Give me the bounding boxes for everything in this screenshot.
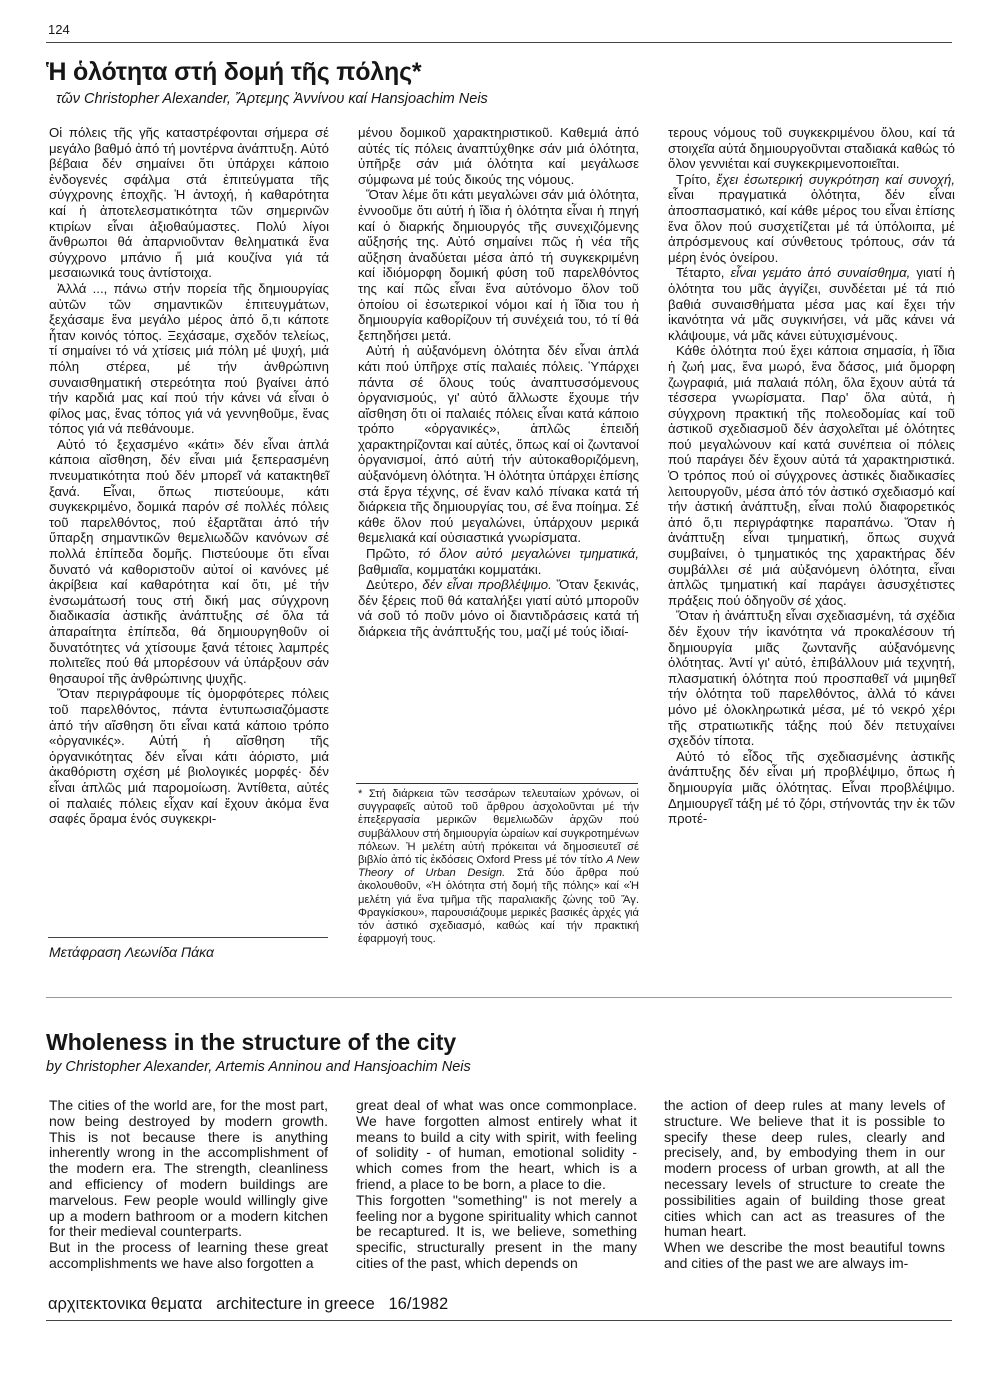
emphasis-text: τό ὅλον αὐτό μεγαλώνει τμηματικά, — [418, 546, 639, 562]
journal-footer: αρχιτεκτονικα θεματα architecture in greece 16/1982 — [48, 1295, 449, 1313]
greek-paragraph: Κάθε ὁλότητα πού ἔχει κάποια σημασία, ἡ ἴδια ἡ ζωή μας, ἕνα μωρό, ἕνα δάσος, μιά ὄμορφη ζωγραφιά, μιά παλαιά πόλη, ὅλα ἔχουν αὐτά τά τέσσερα γνωρίσματα. Παρ' ὅλα αὐτά, ἡ σύγχρονη πρακτική τῆς πολεοδομίας καί τοῦ ἀστικοῦ σχεδιασμοῦ δέν ἀσχολεῖται μέ ὁλότητες πού μεγαλώνουν καί κατά συνέπεια οἱ πόλεις πού παράγει δέν ἔχουν αὐτά τά χαρακτηριστικά. Ὁ τρόπος πού οἱ σύγχρονες ἀστικές διαδικασίες λειτουργοῦν, μέσα ἀπό τόν ἀστικό σχεδιασμό καί τήν ἀστική ἀνάπτυξη, εἶναι πολύ διαφορετικός ἀπό ὅ,τι περιγράφτηκε παραπάνω. Ὅταν ἡ ἀνάπτυξη εἶναι τμηματική, ὅπως συχνά συμβαίνει, ὁ τμηματικός της χαρακτήρας δέν συμβάλλει σέ μιά αὐξανόμενη ὁλότητα, εἶναι ἁπλῶς τμηματική καί παράγει ἀσυσχέτιστες πράξεις πού ὁδηγοῦν σέ χάος. — [668, 343, 955, 608]
greek-paragraph: μένου δομικοῦ χαρακτηριστικοῦ. Καθεμιά ἀπό αὐτές τίς πόλεις ἀναπτύχθηκε σάν μιά ὁλότητα, ὑπῆρξε σάν μιά ὁλότητα καί μεγάλωσε σύμφωνα μέ τούς δικούς της νόμους. — [358, 125, 639, 187]
footnote-rule — [356, 783, 638, 784]
greek-paragraph: Αὐτό τό ξεχασμένο «κάτι» δέν εἶναι ἁπλά κάποια αἴσθηση, δέν εἶναι μιά ξεπερασμένη πνευματικότητα πού δέν μπορεῖ νά κατακτηθεῖ ξανά. Εἶναι, ὅπως πιστεύουμε, κάτι συγκεκριμένο, δομικά παρόν σέ πολλές πόλεις τοῦ παρελθόντος, πού ἐξαρτᾶται ἀπό τήν ὕπαρξη σημαντικῶν θεμελιωδῶν κανόνων σέ πολλά ἐπίπεδα δομῆς. Πιστεύουμε ὅτι εἶναι δυνατό νά καθοριστοῦν αὐτοί οἱ κανόνες μέ ἀκρίβεια καί καθαρότητα καί ὅτι, μέ τήν ἐνσωμάτωσή τους στή δική μας σύγχρονη διαδικασία ἀστικῆς ἀνάπτυξης σέ ὅλα τά ἀπαραίτητα ἐπίπεδα, θά δημιουργηθοῦν οἱ δυνατότητες νά χτίσουμε ξανά τέτοιες λαμπρές πολιτεῖες πού θά μπορέσουν νά ὑπάρξουν σάν θησαυροί τῆς ἀνθρώπινης ψυχῆς. — [49, 436, 329, 686]
text-run: Τέταρτο, — [676, 265, 731, 281]
greek-paragraph: Ἀλλά ..., πάνω στήν πορεία τῆς δημιουργίας αὐτῶν τῶν σημαντικῶν ἐπιτευγμάτων, ξεχάσαμε ἕνα μεγάλο μέρος ἀπό ὅ,τι κάποτε ἦταν κοινός τόπος. Ξεχάσαμε, σχεδόν τελείως, τί σημαίνει τό νά χτίσεις μιά πόλη μέ ψυχή, μιά πόλη στέρεα, μέ τήν ἀνθρώπινη συναισθηματική στερεότητα πού βγαίνει ἀπό τήν καρδιά μας καί πού τήν κάνει νά εἶναι ὁ φίλος μας, ἕνας τόπος γιά νά γεννηθοῦμε, ἕνας τόπος γιά νά πεθάνουμε. — [49, 280, 329, 437]
greek-article-title: Ἡ ὁλότητα στή δομή τῆς πόλης* — [46, 58, 422, 86]
english-paragraph: The cities of the world are, for the most part, now being destroyed by modern growth. This is not because there is anything inherently wrong in the accomplishment of the modern era. The strength, cleanliness and efficiency of modern buildings are marvelous. Few people would willingly give up a modern bathroom or a modern kitchen for their medieval counterparts. — [49, 1097, 328, 1240]
emphasis-text: A New Theory of Urban Design. — [358, 854, 639, 880]
greek-paragraph — [668, 265, 955, 343]
english-paragraph: the action of deep rules at many levels of structure. We believe that it is possible to specify these deep rules, clearly and precisely, and, by embodying them in our modern process of urban growth, at all the necessary levels of structure to create the possibilities again of building those great cities which can act as treasures of the human heart. — [664, 1097, 945, 1240]
translator-credit: Μετάφραση Λεωνίδα Πάκα — [49, 944, 214, 960]
english-paragraph: When we describe the most beautiful towns and cities of the past we are always im- — [664, 1239, 945, 1271]
greek-paragraph: Ὅταν λέμε ὅτι κάτι μεγαλώνει σάν μιά ὁλότητα, ἐννοοῦμε ὅτι αὐτή ἡ ἴδια ἡ ὁλότητα εἶναι ἡ πηγή καί ὁ διαρκής δημιουργός τῆς συνεχιζόμενης αὔξησής της. Αὐτό σημαίνει πῶς ἡ νέα τῆς αὔξηση ἀναδύεται μέσα ἀπό τή συγκεκριμένη καί ἰδιόμορφη δομική φύση τοῦ παρελθόντος της καί πῶς εἶναι ἕνα αὐτόνομο ὅλον τοῦ ὁποίου οἱ ἐσωτερικοί νόμοι καί ἡ ἴδια του ἡ δημιουργία καθορίζουν τή συνέχειά του, τό τί θά ξεπηδήσει μετά. — [358, 187, 639, 343]
translator-rule — [48, 937, 328, 938]
text-run: Στά δύο ἄρθρα πού ἀκολουθοῦν, «Ἡ ὁλότητα στή δομή τῆς πόλης» καί «Ἡ μελέτη γιά ἕνα τμῆμα τῆς παραλιακῆς ζώνης τοῦ Ἅγ. Φραγκίσκου», παρουσιάζουμε μερικές βασικές ἀρχές γιά τόν ἀστικό σχεδιασμό, καθώς καί τήν πρακτική ἐφαρμογή τους. — [358, 867, 639, 946]
english-article-title: Wholeness in the structure of the city — [46, 1029, 457, 1055]
greek-paragraph: Αὐτό τό εἶδος τῆς σχεδιασμένης ἀστικῆς ἀνάπτυξης δέν εἶναι μή προβλέψιμο, ὅπως ἡ δημιουργία μιᾶς ὁλότητας. Εἶναι προβλέψιμο. Δημιουργεῖ τάξη μέ τό ζόρι, στήνοντάς την ἐκ τῶν προτέ- — [668, 748, 955, 827]
emphasis-text: εἶναι γεμάτο ἀπό συναίσθημα, — [730, 265, 911, 281]
english-column-2 — [356, 1098, 637, 1272]
greek-paragraph: τερους νόμους τοῦ συγκεκριμένου ὅλου, καί τά στοιχεῖα αὐτά δημιουργοῦνται σταδιακά καθώς τό ὅλον γεννιέται καί συγκεκριμενοποιεῖται. — [668, 125, 955, 172]
text-run: γιατί ἡ ὁλότητα του μᾶς ἀγγίζει, συνδέεται μέ τά πιό βαθιά συναισθήματα μέσα μας καί ἔχει τήν ἱκανότητα νά μᾶς συγκινήσει, νά μᾶς κάνει νά κλάψουμε, νά μᾶς κάνει εὐτυχισμένους. — [668, 265, 955, 343]
emphasis-text: δέν εἶναι προβλέψιμο. — [422, 577, 552, 593]
footnote — [358, 788, 639, 946]
greek-column-3 — [668, 125, 955, 827]
top-rule — [46, 42, 952, 43]
text-run: Πρῶτο, — [366, 546, 419, 562]
greek-byline: τῶν Christopher Alexander, Ἄρτεμης Ἀννίνου καί Hansjoachim Neis — [56, 91, 488, 107]
english-paragraph: But in the process of learning these great accomplishments we have also forgotten a — [49, 1239, 328, 1271]
greek-column-1 — [49, 125, 329, 827]
greek-paragraph — [358, 546, 639, 577]
text-run: βαθμιαῖα, κομματάκι κομματάκι. — [358, 561, 542, 577]
section-divider — [46, 997, 952, 998]
english-paragraph: This forgotten "something" is not merely a feeling nor a bygone spirituality which cannot be recaptured. It is, we believe, something specific, structurally present in the many cities of the past, which depends on — [356, 1191, 637, 1271]
text-run: Δεύτερο, — [366, 577, 423, 593]
text-run: Τρίτο, — [676, 171, 717, 187]
greek-paragraph — [668, 172, 955, 266]
greek-paragraph: Οἱ πόλεις τῆς γῆς καταστρέφονται σήμερα σέ μεγάλο βαθμό ἀπό τή μοντέρνα ἀνάπτυξη. Αὐτό βέβαια δέν σημαίνει ὅτι ὑπάρχει κάποιο ἐνδογενές σφάλμα στά ἐπιτεύγματα τῆς σύγχρονης ἐποχῆς. Ἡ ἀντοχή, ἡ καθαρότητα καί ἡ ἀποτελεσματικότητα τῶν σημερινῶν κτιρίων εἶναι ἀξιοθαύμαστες. Πολύ λίγοι ἄνθρωποι θά ἀπαρνιοῦνταν θεληματικά ἕνα σύγχρονο μπάνιο ἤ μιά κουζίνα γιά τά μεσαιωνικά τους ἀντίστοιχα. — [49, 125, 329, 281]
greek-paragraph: Ὅταν ἡ ἀνάπτυξη εἶναι σχεδιασμένη, τά σχέδια δέν ἔχουν τήν ἱκανότητα νά προκαλέσουν τή δημιουργία μιᾶς ζωντανῆς αὐξανόμενης ὁλότητας. Ἀντί γι' αὐτό, ἐπιβάλλουν μιά τεχνητή, πλασματική ὁλότητα πού προσπαθεῖ νά μιμηθεῖ τήν ὁλότητα τοῦ παρελθόντος, ἀλλά τό κάνει μόνο μέ ὁλοκληρωτικά μέσα, μέ τό νεκρό χέρι τῆς στρατιωτικῆς τάξης πού δέν πετυχαίνει σχεδόν τίποτα. — [668, 608, 955, 749]
text-run: * Στή διάρκεια τῶν τεσσάρων τελευταίων χρόνων, οἱ συγγραφεῖς αὐτοῦ τοῦ ἄρθρου ἀσχολοῦνται μέ τήν ἐπεξεργασία μερικῶν θεμελιωδῶν ἀρχῶν πού συμβάλλουν στή δημιουργία ὡραίων καί συγκροτημένων πόλεων. Ἡ μελέτη αὐτή πρόκειται νά δημοσιευτεῖ σέ βιβλίο ἀπό τίς ἐκδόσεις Oxford Press μέ τόν τίτλο — [358, 788, 639, 867]
text-run: Ὅταν ξεκινάς, δέν ξέρεις ποῦ θά καταλήξει γιατί αὐτό μποροῦν νά σοῦ τό ποῦν μόνο οἱ διαντιδράσεις κατά τή διάρκεια τῆς ἀνάπτυξής του, μαζί μέ τούς ἰδιαί- — [358, 577, 639, 639]
english-paragraph: great deal of what was once commonplace. We have forgotten almost entirely what it means to build a city with spirit, with feeling of solidity - of human, emotional solidity - which comes from the heart, which is a friend, a place to be born, a place to die. — [356, 1097, 637, 1192]
page-number: 124 — [48, 22, 70, 37]
text-run: εἶναι πραγματικά ὁλότητα, δέν εἶναι ἀποσπασματικό, καί κάθε μέρος του εἶναι ἐπίσης ἕνα ὅλον πού συσχετίζεται μέ τά ὑπόλοιπα, μέ ἀπρόσμενους καί σύνθετους τρόπους, σάν τά μέρη ἑνός ὀνείρου. — [668, 187, 955, 265]
emphasis-text: ἔχει ἐσωτερική συγκρότηση καί συνοχή, — [716, 171, 955, 187]
greek-column-2 — [358, 125, 639, 640]
greek-paragraph — [358, 577, 639, 639]
english-column-3 — [664, 1098, 945, 1272]
greek-paragraph: Ὅταν περιγράφουμε τίς ὀμορφότερες πόλεις τοῦ παρελθόντος, πάντα ἐντυπωσιαζόμαστε ἀπό τήν αἴσθηση ὅτι εἶναι κατά κάποιο τρόπο «ὀργανικές». Αὐτή ἡ αἴσθηση τῆς ὀργανικότητας δέν εἶναι κάτι ἀόριστο, μιά ἀκαθόριστη σχέση μέ βιολογικές μορφές· δέν εἶναι ἁπλῶς μιά παρομοίωση. Ἀντίθετα, αὐτές οἱ παλαιές πόλεις εἶχαν καί ἔχουν ἀκόμα ἕνα σαφές ὅραμα ἑνός συγκεκρι- — [49, 686, 329, 827]
english-byline: by Christopher Alexander, Artemis Anninou and Hansjoachim Neis — [46, 1059, 471, 1075]
english-column-1 — [49, 1098, 328, 1272]
greek-paragraph: Αὐτή ἡ αὐξανόμενη ὁλότητα δέν εἶναι ἁπλά κάτι πού ὑπῆρχε στίς παλαιές πόλεις. Ὑπάρχει πάντα σέ ὅλους τούς ἀναπτυσσόμενους ὀργανισμούς, γι' αὐτό ἄλλωστε ἔχουμε τήν αἴσθηση ὅτι οἱ παλαιές πόλεις εἶναι κατά κάποιο τρόπο «ὀργανικές», ἁπλῶς ἐπειδή χαρακτηρίζονται καί αὐτές, ὅπως καί οἱ ζωντανοί ὀργανισμοί, ἀπό αὐτή τήν αὐτοκαθοριζόμενη, αὐξανόμενη ὁλότητα. Ἡ ὁλότητα ὑπάρχει ἐπίσης στά ἔργα τέχνης, σέ ἕναν καλό πίνακα κατά τή διάρκεια τῆς δημιουργίας του, σέ ἕνα ποίημα. Σέ κάθε ὅλον πού μεγαλώνει, ὑπάρχουν μερικά θεμελιακά καί οὐσιαστικά γνωρίσματα. — [358, 343, 639, 546]
bottom-rule — [46, 1320, 952, 1321]
